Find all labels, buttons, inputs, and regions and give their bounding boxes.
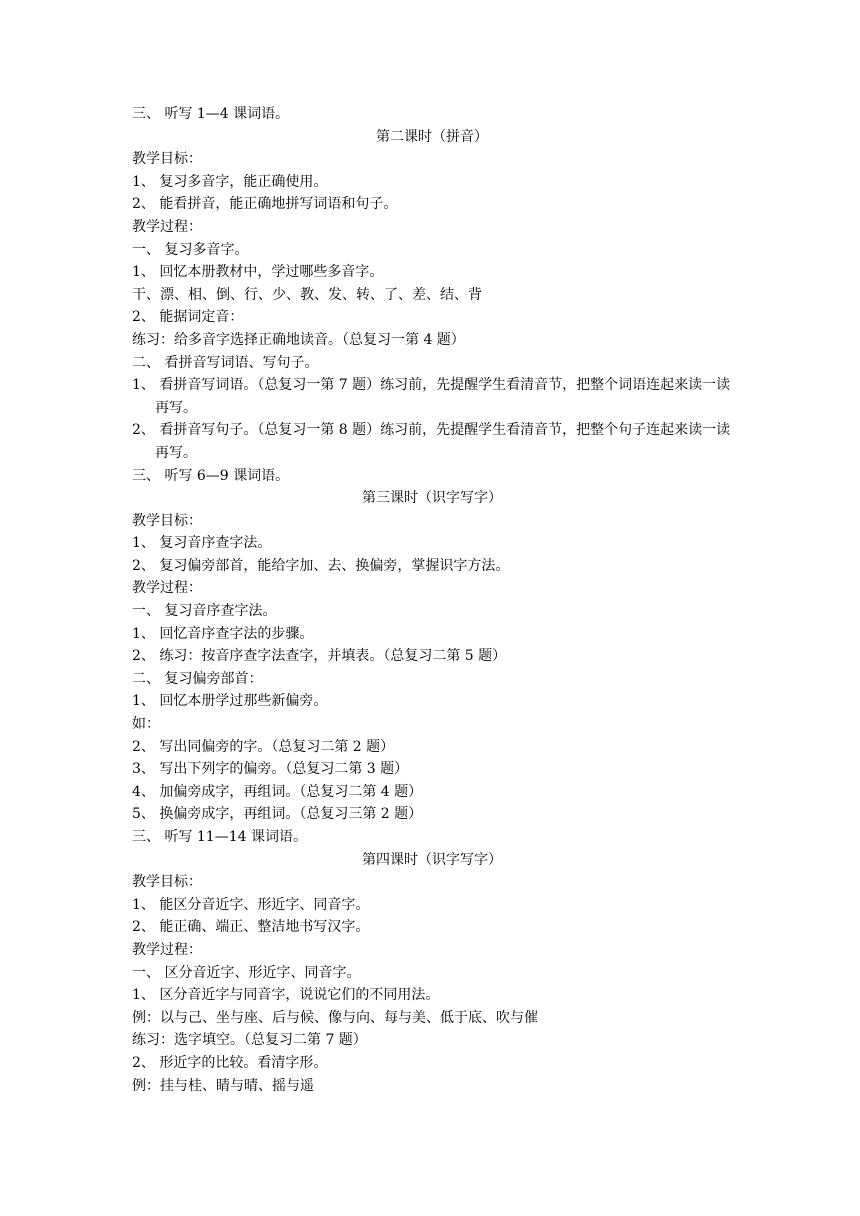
text-line: 1、 回忆本册学过那些新偏旁。 [132,693,328,710]
text-line: 3、 写出下列字的偏旁。（总复习二第 3 题） [132,761,409,778]
text-line: 教学过程： [132,218,202,235]
text-line: 1、 看拼音写词语。（总复习一第 7 题）练习前，先提醒学生看清音节，把整个词语连起来读一读再写。 [132,377,731,416]
text-line: 2、 能据词定音： [132,309,244,326]
text-line: 三、 听写 11—14 课词语。 [132,829,307,845]
text-line: 1、 复习音序查字法。 [132,535,272,552]
text-line: 例：以与己、坐与座、后与候、像与向、每与美、低于底、吹与催 [132,1009,538,1026]
text-line: 教学目标： [132,151,202,168]
text-line: 2、 复习偏旁部首，能给字加、去、换偏旁，掌握识字方法。 [132,557,510,574]
text-line: 2、 练习：按音序查字法查字，并填表。（总复习二第 5 题） [132,648,507,665]
text-line: 1、 回忆本册教材中，学过哪些多音字。 [132,264,384,281]
text-line: 教学过程： [132,580,202,597]
text-line: 一、 复习多音字。 [132,241,249,258]
text-line: 三、 听写 1—4 课词语。 [132,106,290,122]
text-line: 练习：给多音字选择正确地读音。（总复习一第 4 题） [132,331,465,348]
section-heading: 第三课时（识字写字） [362,490,502,507]
text-line: 例：挂与桂、睛与晴、摇与遥 [132,1077,314,1094]
text-line: 练习：选字填空。（总复习二第 7 题） [132,1032,367,1049]
text-line: 5、 换偏旁成字，再组词。（总复习三第 2 题） [132,806,423,823]
text-line: 1、 回忆音序查字法的步骤。 [132,625,314,642]
section-heading: 第二课时（拼音） [376,128,488,145]
text-line: 2、 形近字的比较。看清字形。 [132,1054,328,1071]
text-line: 一、 复习音序查字法。 [132,603,277,620]
text-line: 如： [132,716,160,733]
text-line: 2、 写出同偏旁的字。（总复习二第 2 题） [132,738,395,755]
text-line: 教学目标： [132,874,202,891]
text-line: 2、 能看拼音，能正确地拼写词语和句子。 [132,196,398,213]
section-heading: 第四课时（识字写字） [362,851,502,868]
text-line: 三、 听写 6—9 课词语。 [132,467,290,484]
text-line: 干、漂、相、倒、行、少、教、发、转、了、差、结、背 [132,286,482,303]
text-line: 1、 能区分音近字、形近字、同音字。 [132,896,370,913]
text-line: 4、 加偏旁成字，再组词。（总复习二第 4 题） [132,783,423,800]
text-line: 2、 看拼音写句子。（总复习一第 8 题）练习前，先提醒学生看清音节，把整个句子连起来读一读再写。 [132,422,731,461]
text-line: 教学过程： [132,941,202,958]
text-line: 2、 能正确、端正、整洁地书写汉字。 [132,919,370,936]
text-line: 1、 区分音近字与同音字，说说它们的不同用法。 [132,987,440,1004]
text-line: 二、 看拼音写词语、写句子。 [132,354,319,371]
text-line: 一、 区分音近字、形近字、同音字。 [132,964,361,981]
text-line: 教学目标： [132,512,202,529]
document-body [132,103,732,1097]
text-line: 二、 复习偏旁部首： [132,670,263,687]
text-line: 1、 复习多音字，能正确使用。 [132,173,328,190]
